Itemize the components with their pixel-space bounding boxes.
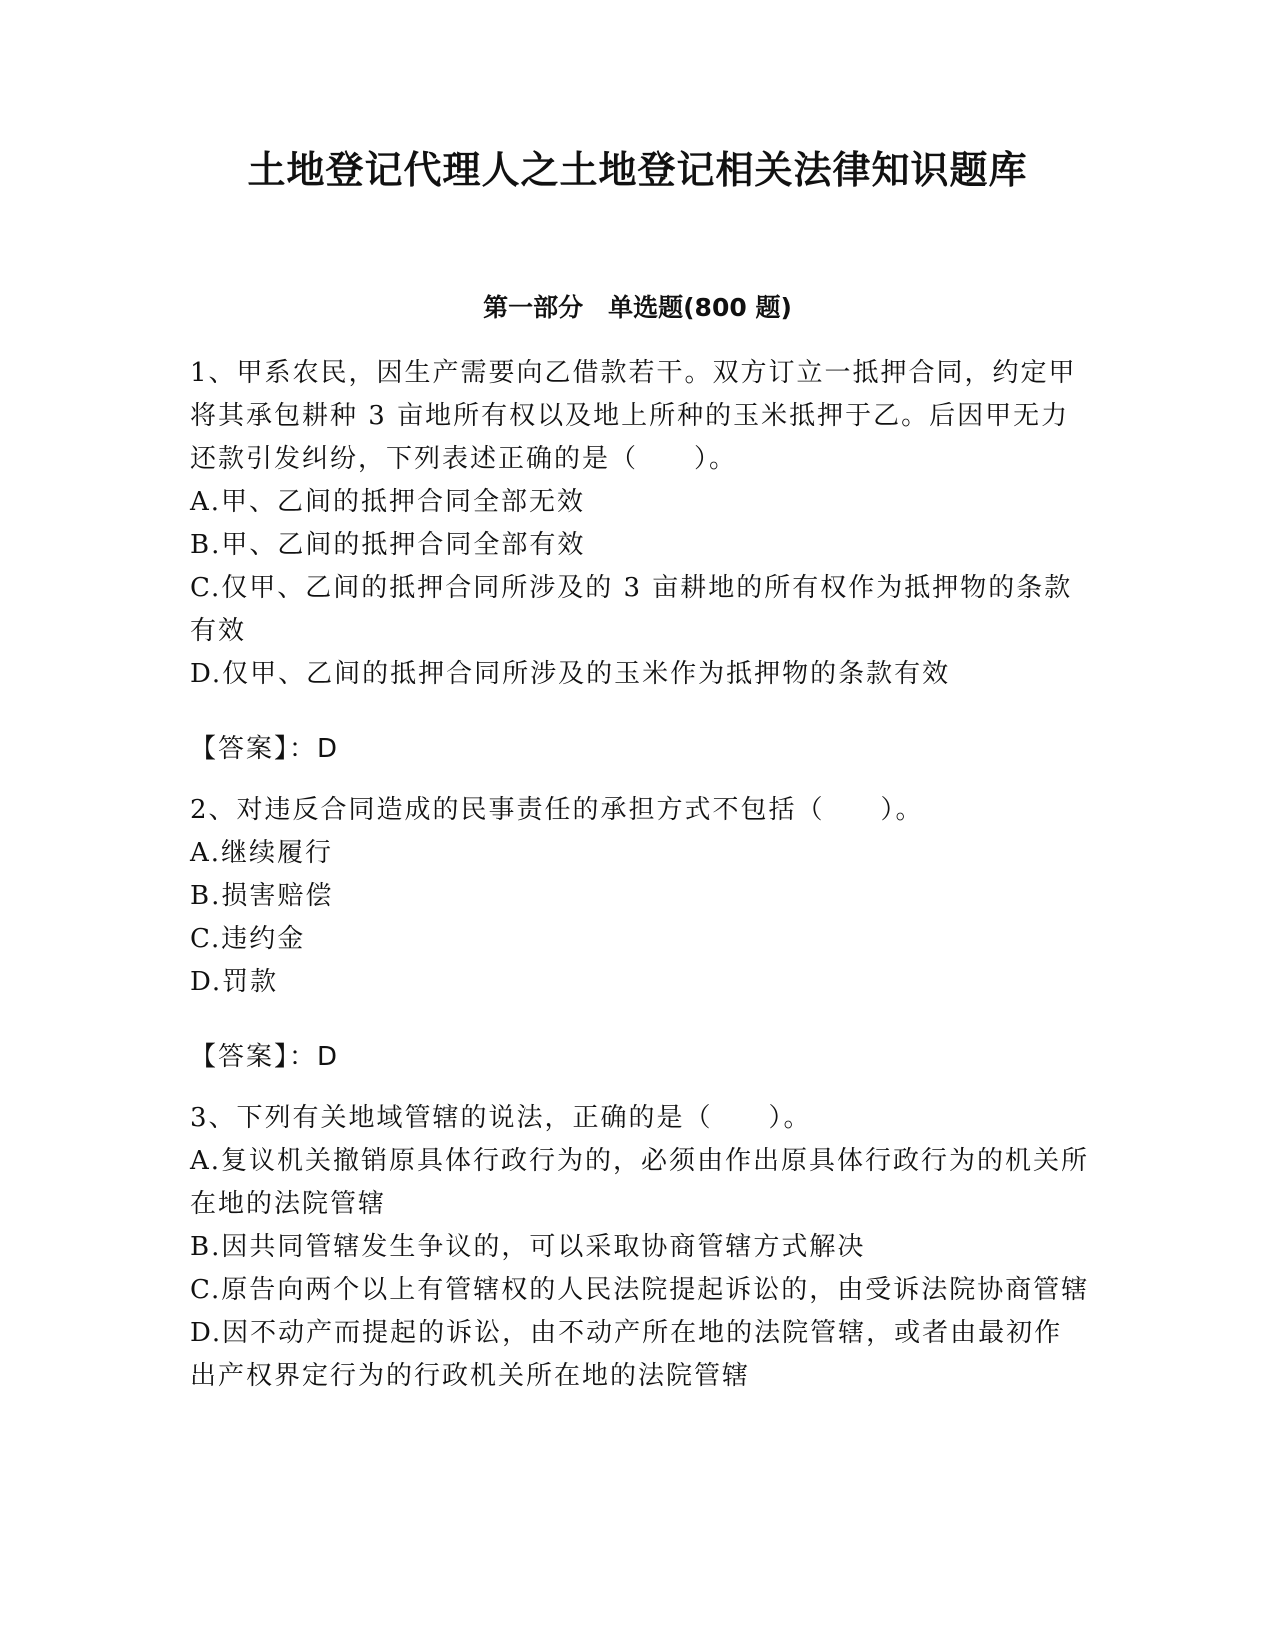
answer-label: 【答案】 — [190, 734, 290, 764]
question-stem: 2、对违反合同造成的民事责任的承担方式不包括（ ）。 — [190, 795, 924, 825]
question-2 — [190, 789, 1090, 1004]
option-b: B.因共同管辖发生争议的，可以采取协商管辖方式解决 — [190, 1232, 866, 1262]
answer-label: 【答案】 — [190, 1042, 290, 1072]
option-b: B.损害赔偿 — [190, 881, 334, 911]
option-a: A.甲、乙间的抵押合同全部无效 — [190, 487, 586, 517]
question-3 — [190, 1097, 1090, 1398]
question-stem: 1、甲系农民，因生产需要向乙借款若干。双方订立一抵押合同，约定甲将其承包耕种 3 亩地所有权以及地上所种的玉米抵押于乙。后因甲无力还款引发纠纷，下列表述正确的是（ ）。 — [190, 358, 1077, 474]
option-b: B.甲、乙间的抵押合同全部有效 — [190, 530, 586, 560]
option-c: C.仅甲、乙间的抵押合同所涉及的 3 亩耕地的所有权作为抵押物的条款有效 — [190, 573, 1073, 646]
document-title: 土地登记代理人之土地登记相关法律知识题库 — [247, 148, 1028, 192]
option-a: A.复议机关撤销原具体行政行为的，必须由作出原具体行政行为的机关所在地的法院管辖 — [190, 1146, 1090, 1219]
answer-value: D — [317, 734, 340, 764]
answer-separator: ： — [289, 1042, 318, 1072]
question-stem: 3、下列有关地域管辖的说法，正确的是（ ）。 — [190, 1103, 812, 1133]
option-c: C.原告向两个以上有管辖权的人民法院提起诉讼的，由受诉法院协商管辖 — [190, 1275, 1090, 1305]
answer-2 — [190, 1036, 1090, 1079]
answer-value: D — [317, 1042, 340, 1072]
option-a: A.继续履行 — [190, 838, 334, 868]
answer-separator: ： — [289, 734, 318, 764]
answer-1 — [190, 728, 1090, 771]
question-list — [190, 352, 1090, 1398]
option-d: D.罚款 — [190, 967, 279, 997]
option-d: D.仅甲、乙间的抵押合同所涉及的玉米作为抵押物的条款有效 — [190, 659, 951, 689]
option-d: D.因不动产而提起的诉讼，由不动产所在地的法院管辖，或者由最初作出产权界定行为的行政机关所在地的法院管辖 — [190, 1318, 1063, 1391]
section-title: 第一部分 单选题(800 题) — [483, 293, 792, 322]
option-c: C.违约金 — [190, 924, 306, 954]
question-1 — [190, 352, 1090, 696]
